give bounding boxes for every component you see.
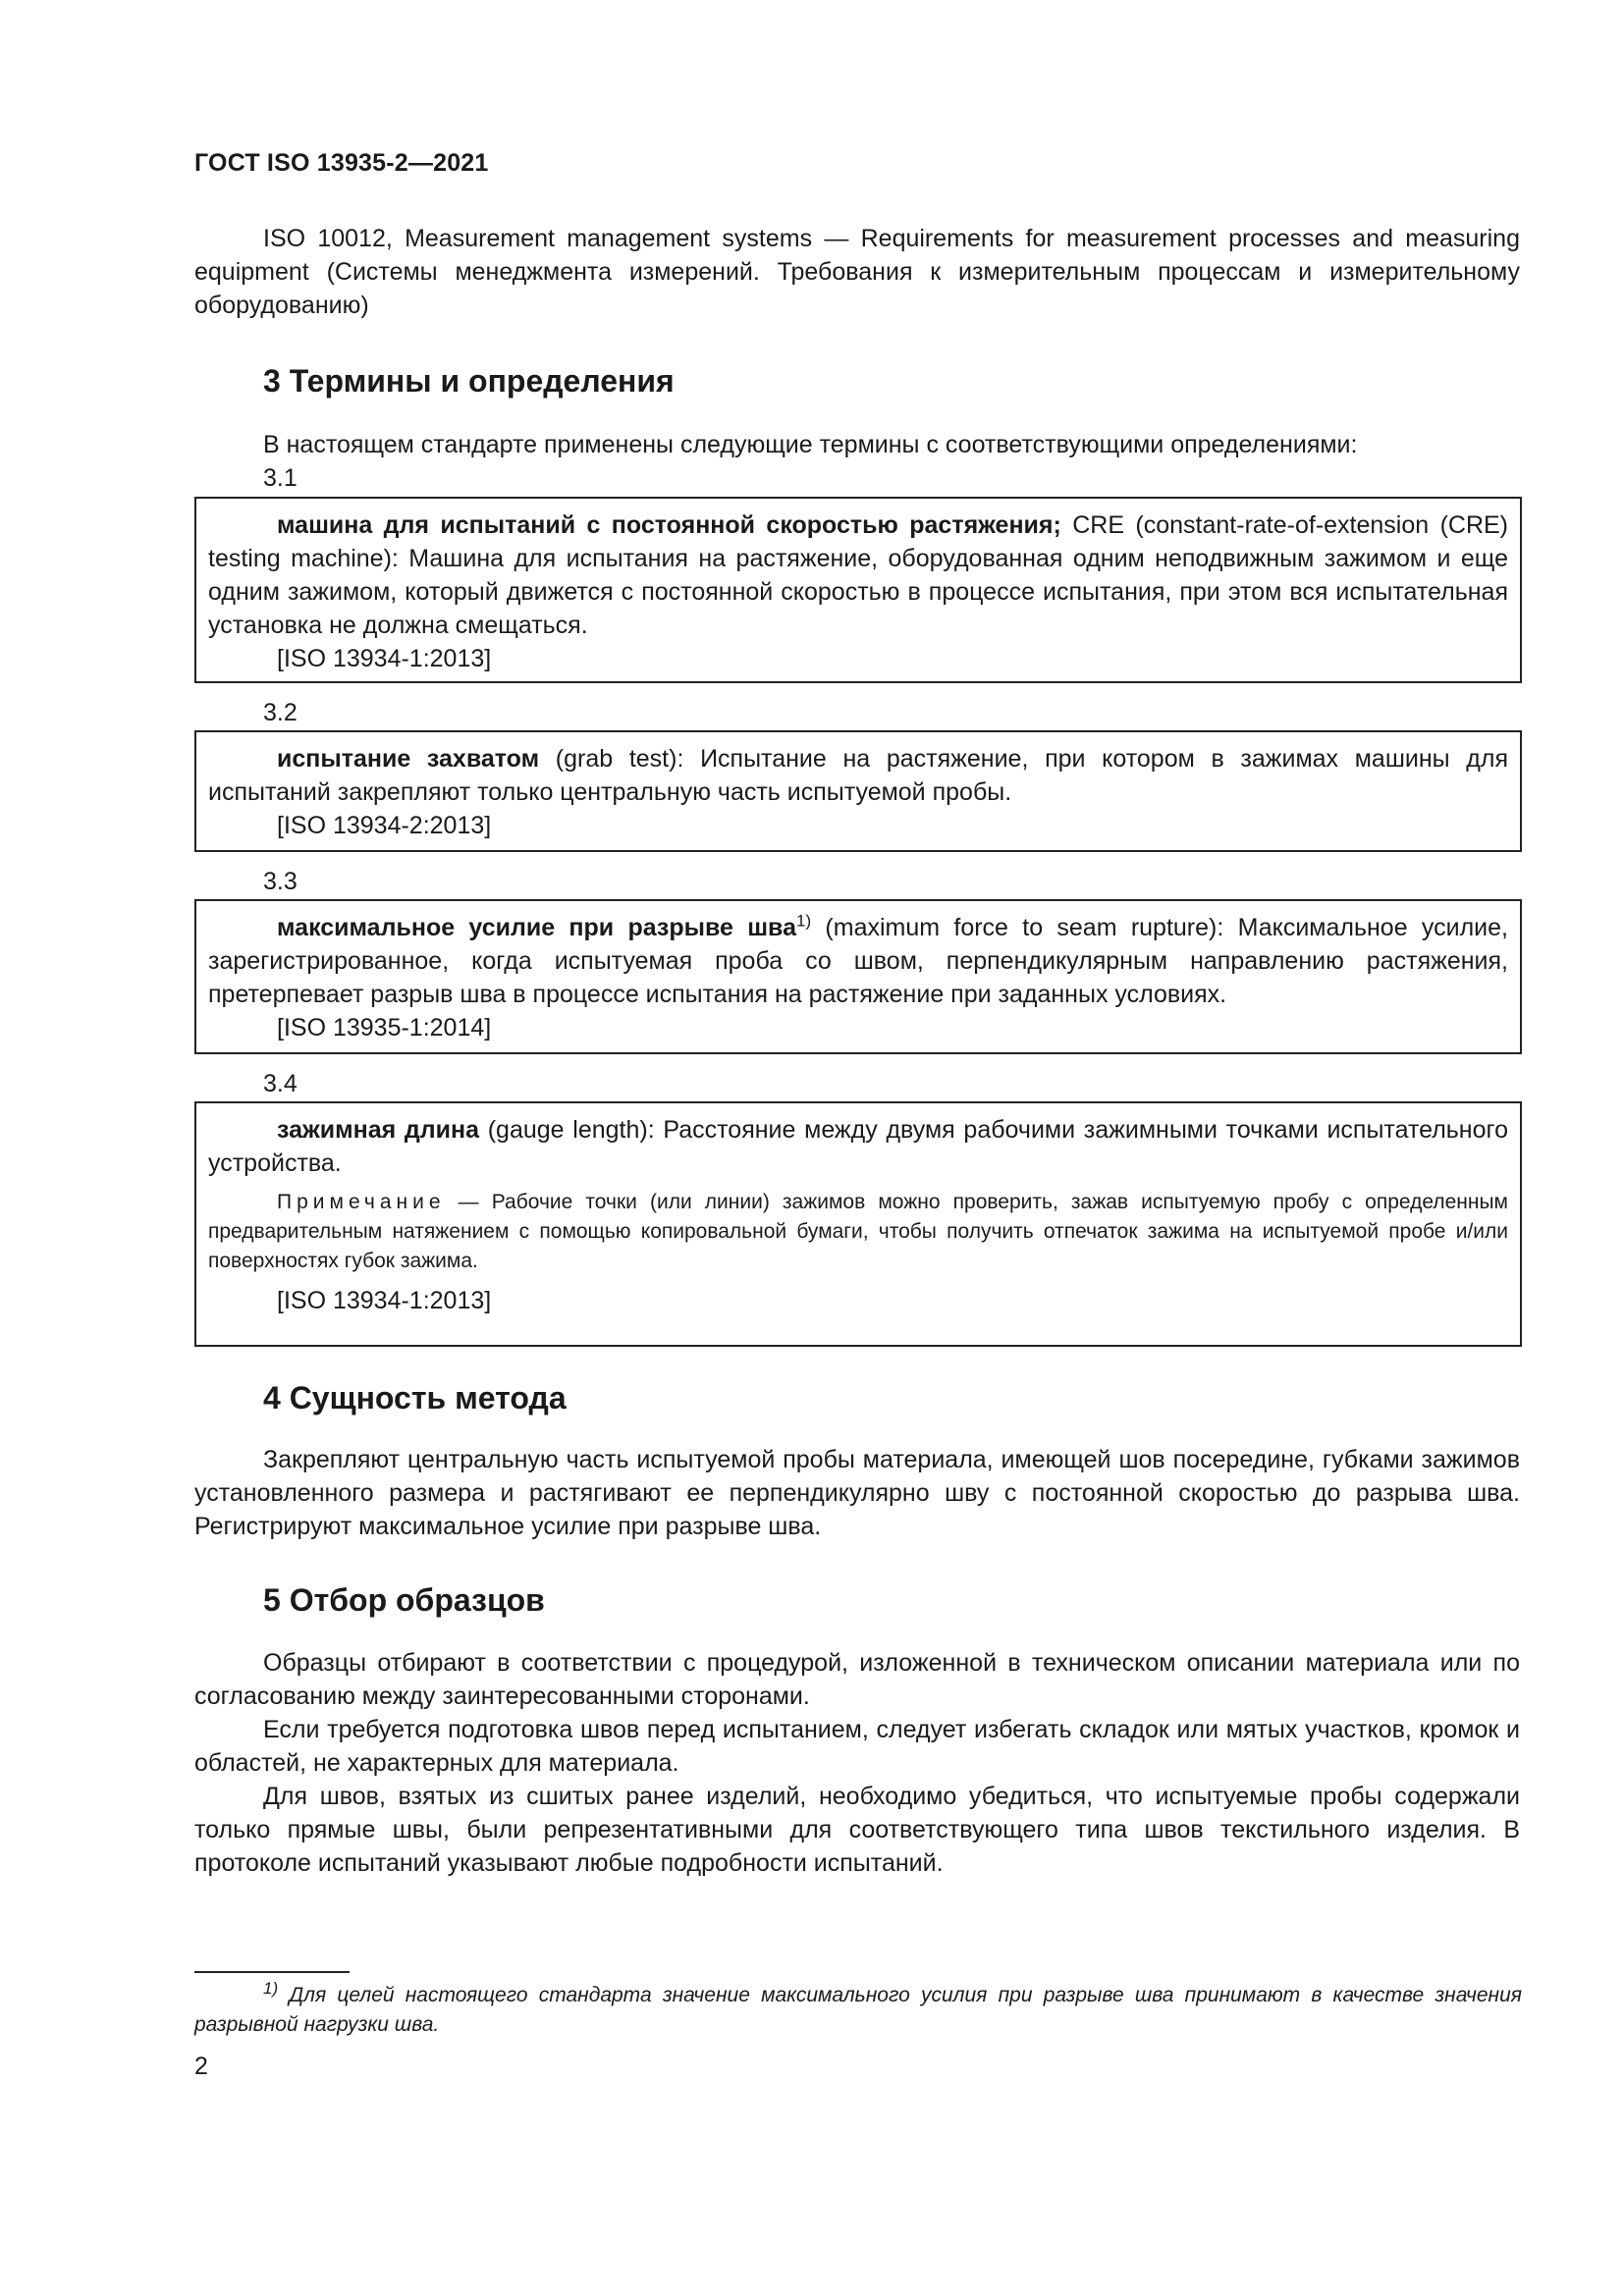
term-name: испытание захватом [277,745,540,773]
section-3-heading: 3 Термины и определения [263,363,675,399]
intro-reference: ISO 10012, Measurement management systems — Requirements for measurement processes and measuring equipment (Системы менеджмента измерений. Требования к измерительным процессам и измерительному оборудованию) [194,225,1520,319]
term-box-3-3 [194,899,1522,1054]
term-definition [208,911,1508,1011]
term-box-3-4 [194,1101,1522,1347]
term-definition-text: (maximum force to seam rupture): Максимальное усилие, зарегистрированное, когда испытуемая проба со швом, перпендикулярным направлению растяжения, претерпевает разрыв шва в процессе испытания на растяжение при заданных условиях. [208,914,1508,1008]
term-box-3-1 [194,497,1522,683]
term-number: 3.3 [263,868,298,895]
section-3-intro: В настоящем стандарте применены следующие термины с соответствующими определениями: [263,431,1358,458]
term-name: максимальное усилие при разрыве шва [277,914,796,941]
term-source: [ISO 13934-1:2013] [277,645,492,672]
note-label: Примечание [277,1191,446,1213]
term-number: 3.4 [263,1070,298,1097]
term-definition-text: CRE (constant-rate-of-extension (CRE) testing machine): Машина для испытания на растяжение, оборудованная одним неподвижным зажимом и еще одним зажимом, который движется с постоянной скоростью в процессе испытания, при этом вся испытательная установка не должна смещаться. [208,511,1508,639]
footnote-reference[interactable]: 1) [796,911,812,931]
term-definition-text: (grab test): Испытание на растяжение, при котором в зажимах машины для испытаний закрепляют только центральную часть испытуемой пробы. [208,745,1508,806]
term-box-3-2 [194,730,1522,852]
term-definition [208,1113,1508,1180]
term-source: [ISO 13934-1:2013] [277,1287,492,1314]
term-source: [ISO 13935-1:2014] [277,1014,492,1041]
footnote-separator [194,1971,350,1973]
term-note [208,1188,1508,1276]
footnote-text: Для целей настоящего стандарта значение максимального усилия при разрыве шва принимают в качестве значения разрывной нагрузки шва. [194,1984,1522,2036]
term-definition [208,508,1508,642]
term-name: машина для испытаний с постоянной скоростью растяжения; [277,511,1061,539]
footnote [194,1981,1522,2040]
term-number: 3.1 [263,464,298,492]
document-header: ГОСТ ISO 13935-2—2021 [194,149,489,177]
term-source: [ISO 13934-2:2013] [277,812,492,839]
section-4-text: Закрепляют центральную часть испытуемой пробы материала, имеющей шов посередине, губками зажимов установленного размера и растягивают ее перпендикулярно шву с постоянной скоростью до разрыва шва. Регистрируют максимальное усилие при разрыве шва. [194,1446,1520,1540]
section-5-heading: 5 Отбор образцов [263,1582,545,1618]
term-definition-text: (gauge length): Расстояние между двумя рабочими зажимными точками испытательного устройства. [208,1116,1508,1177]
page-number: 2 [194,2053,208,2080]
section-4-heading: 4 Сущность метода [263,1380,567,1415]
note-text: — Рабочие точки (или линии) зажимов можно проверить, зажав испытуемую пробу с определенным предварительным натяжением с помощью копировальной бумаги, чтобы получить отпечаток зажима на испытуемой пробе и/или поверхностях губок зажима. [208,1191,1508,1272]
term-name: зажимная длина [277,1116,480,1144]
section-5-paragraph: Образцы отбирают в соответствии с процедурой, изложенной в техническом описании материала или по согласованию между заинтересованными сторонами. [194,1649,1520,1710]
section-5-paragraph: Если требуется подготовка швов перед испытанием, следует избегать складок или мятых участков, кромок и областей, не характерных для материала. [194,1716,1520,1777]
section-5-paragraph: Для швов, взятых из сшитых ранее изделий, необходимо убедиться, что испытуемые пробы содержали только прямые швы, были репрезентативными для соответствующего типа швов текстильного изделия. В протоколе испытаний указывают любые подробности испытаний. [194,1783,1520,1877]
footnote-mark: 1) [263,1979,279,1998]
term-definition [208,742,1508,809]
term-number: 3.2 [263,699,298,726]
